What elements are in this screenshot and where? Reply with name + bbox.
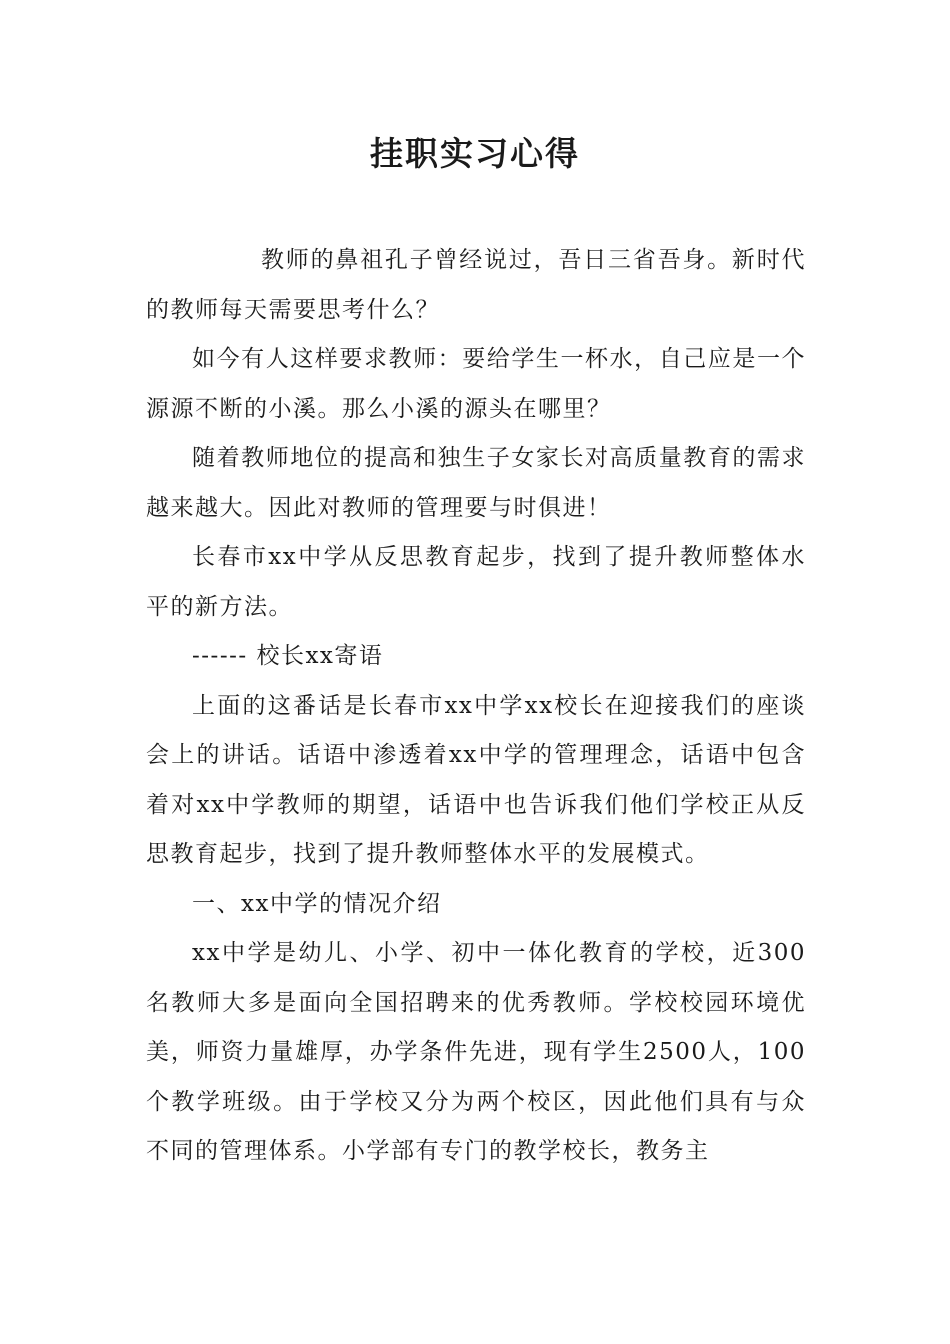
paragraph: 长春市xx中学从反思教育起步，找到了提升教师整体水平的新方法。 [146,544,806,620]
paragraph-intro: 教师的鼻祖孔子曾经说过，吾日三省吾身。新时代的教师每天需要思考什么？ [146,247,806,323]
paragraph: 上面的这番话是长春市xx中学xx校长在迎接我们的座谈会上的讲话。话语中渗透着xx中学的管理理念，话语中包含着对xx中学教师的期望，话语中也告诉我们他们学校正从反思教育起步，找到了提升教师整体水平的发展模式。 [146,692,806,867]
document-body [146,236,806,1177]
paragraph: xx中学是幼儿、小学、初中一体化教育的学校，近300名教师大多是面向全国招聘来的优秀教师。学校校园环境优美，师资力量雄厚，办学条件先进，现有学生2500人，100个教学班级。由于学校又分为两个校区，因此他们具有与众不同的管理体系。小学部有专门的教学校长，教务主 [146,940,806,1164]
section-heading: 一、xx中学的情况介绍 [192,890,442,917]
document-title: 挂职实习心得 [370,134,580,173]
paragraph: 随着教师地位的提高和独生子女家长对高质量教育的需求越来越大。因此对教师的管理要与时俱进！ [146,445,806,521]
paragraph: 如今有人这样要求教师：要给学生一杯水，自己应是一个源源不断的小溪。那么小溪的源头在哪里？ [146,346,806,422]
paragraph-signature: ------ 校长xx寄语 [192,643,384,669]
